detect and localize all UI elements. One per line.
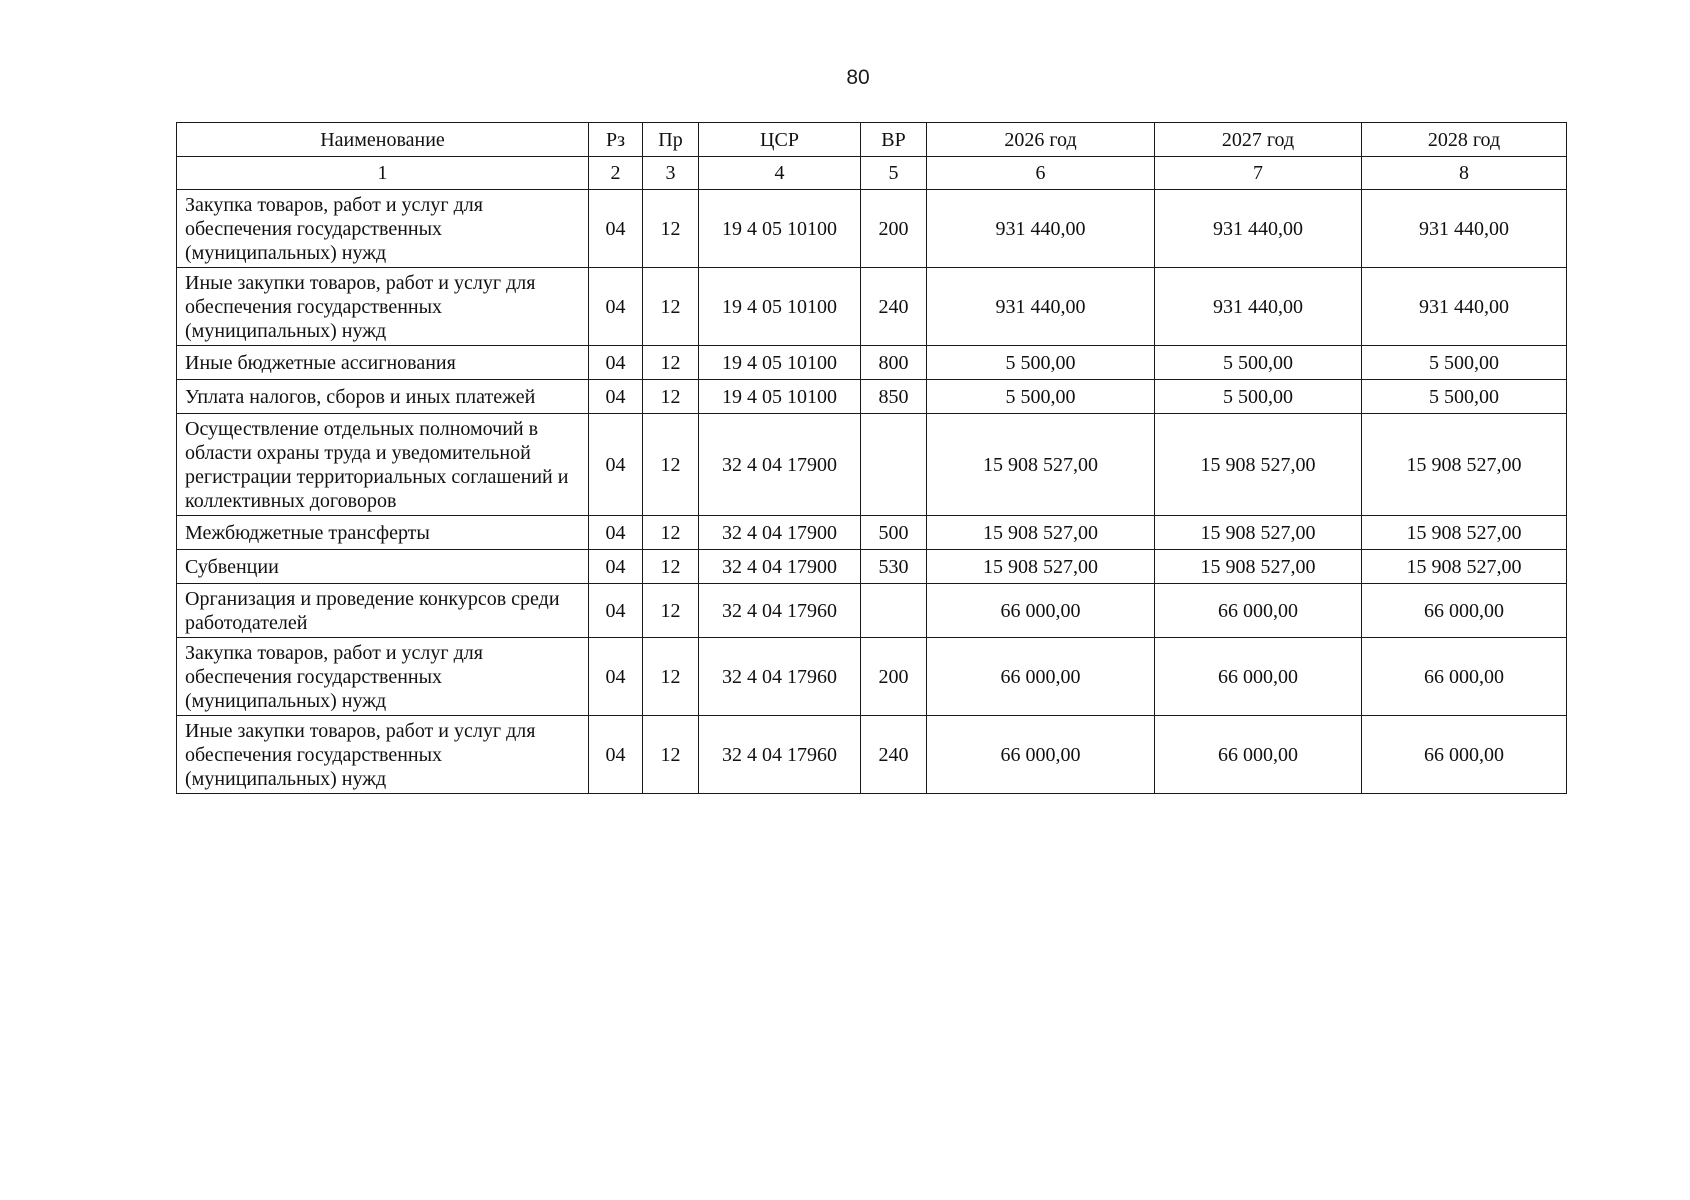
row-vr: 240 bbox=[861, 268, 927, 346]
row-2027: 931 440,00 bbox=[1155, 190, 1362, 268]
row-2026: 66 000,00 bbox=[927, 584, 1155, 638]
row-2026: 66 000,00 bbox=[927, 716, 1155, 794]
row-2027: 66 000,00 bbox=[1155, 584, 1362, 638]
row-name: Субвенции bbox=[177, 550, 589, 584]
row-2027: 5 500,00 bbox=[1155, 346, 1362, 380]
row-name: Иные закупки товаров, работ и услуг для обеспечения государственных (муниципальных) нужд bbox=[177, 268, 589, 346]
row-pr: 12 bbox=[643, 584, 699, 638]
header-row bbox=[177, 123, 1567, 157]
row-2027: 15 908 527,00 bbox=[1155, 414, 1362, 516]
row-rz: 04 bbox=[589, 414, 643, 516]
row-pr: 12 bbox=[643, 716, 699, 794]
row-name: Иные бюджетные ассигнования bbox=[177, 346, 589, 380]
row-pr: 12 bbox=[643, 190, 699, 268]
row-2026: 15 908 527,00 bbox=[927, 414, 1155, 516]
column-number: 8 bbox=[1362, 157, 1567, 190]
row-2026: 931 440,00 bbox=[927, 190, 1155, 268]
row-csr: 32 4 04 17960 bbox=[699, 716, 861, 794]
row-2027: 66 000,00 bbox=[1155, 716, 1362, 794]
row-csr: 19 4 05 10100 bbox=[699, 346, 861, 380]
row-rz: 04 bbox=[589, 516, 643, 550]
row-2027: 15 908 527,00 bbox=[1155, 550, 1362, 584]
row-name: Закупка товаров, работ и услуг для обеспечения государственных (муниципальных) нужд bbox=[177, 190, 589, 268]
row-name: Межбюджетные трансферты bbox=[177, 516, 589, 550]
column-number: 7 bbox=[1155, 157, 1362, 190]
table-row bbox=[177, 516, 1567, 550]
row-pr: 12 bbox=[643, 550, 699, 584]
table-row bbox=[177, 716, 1567, 794]
row-name: Организация и проведение конкурсов среди работодателей bbox=[177, 584, 589, 638]
row-name: Осуществление отдельных полномочий в области охраны труда и уведомительной регистрации территориальных соглашений и коллективных договоров bbox=[177, 414, 589, 516]
row-2027: 931 440,00 bbox=[1155, 268, 1362, 346]
column-number: 6 bbox=[927, 157, 1155, 190]
row-rz: 04 bbox=[589, 638, 643, 716]
row-2026: 15 908 527,00 bbox=[927, 550, 1155, 584]
header-2028: 2028 год bbox=[1362, 123, 1567, 157]
row-2028: 5 500,00 bbox=[1362, 380, 1567, 414]
table-row bbox=[177, 584, 1567, 638]
page-number: 80 bbox=[846, 66, 870, 89]
row-2028: 931 440,00 bbox=[1362, 268, 1567, 346]
row-2028: 66 000,00 bbox=[1362, 716, 1567, 794]
table-row bbox=[177, 550, 1567, 584]
column-number: 2 bbox=[589, 157, 643, 190]
row-rz: 04 bbox=[589, 346, 643, 380]
row-csr: 32 4 04 17900 bbox=[699, 516, 861, 550]
table-row bbox=[177, 380, 1567, 414]
table-row bbox=[177, 190, 1567, 268]
row-pr: 12 bbox=[643, 380, 699, 414]
row-vr: 800 bbox=[861, 346, 927, 380]
header-2027: 2027 год bbox=[1155, 123, 1362, 157]
row-2028: 66 000,00 bbox=[1362, 584, 1567, 638]
row-csr: 32 4 04 17960 bbox=[699, 638, 861, 716]
header-csr: ЦСР bbox=[699, 123, 861, 157]
row-rz: 04 bbox=[589, 380, 643, 414]
table-row bbox=[177, 414, 1567, 516]
row-2027: 66 000,00 bbox=[1155, 638, 1362, 716]
row-rz: 04 bbox=[589, 716, 643, 794]
row-name: Закупка товаров, работ и услуг для обеспечения государственных (муниципальных) нужд bbox=[177, 638, 589, 716]
table-row bbox=[177, 268, 1567, 346]
row-csr: 19 4 05 10100 bbox=[699, 380, 861, 414]
header-2026: 2026 год bbox=[927, 123, 1155, 157]
row-vr: 200 bbox=[861, 190, 927, 268]
row-pr: 12 bbox=[643, 516, 699, 550]
row-2026: 66 000,00 bbox=[927, 638, 1155, 716]
table-row bbox=[177, 346, 1567, 380]
row-csr: 32 4 04 17900 bbox=[699, 414, 861, 516]
row-vr bbox=[861, 584, 927, 638]
row-2028: 5 500,00 bbox=[1362, 346, 1567, 380]
row-2028: 66 000,00 bbox=[1362, 638, 1567, 716]
row-csr: 19 4 05 10100 bbox=[699, 190, 861, 268]
column-number: 5 bbox=[861, 157, 927, 190]
row-2026: 5 500,00 bbox=[927, 380, 1155, 414]
row-rz: 04 bbox=[589, 190, 643, 268]
row-pr: 12 bbox=[643, 638, 699, 716]
table-row bbox=[177, 638, 1567, 716]
row-name: Иные закупки товаров, работ и услуг для обеспечения государственных (муниципальных) нужд bbox=[177, 716, 589, 794]
header-vr: ВР bbox=[861, 123, 927, 157]
row-2026: 15 908 527,00 bbox=[927, 516, 1155, 550]
row-2027: 5 500,00 bbox=[1155, 380, 1362, 414]
row-2028: 931 440,00 bbox=[1362, 190, 1567, 268]
row-vr: 240 bbox=[861, 716, 927, 794]
row-2026: 5 500,00 bbox=[927, 346, 1155, 380]
column-number: 1 bbox=[177, 157, 589, 190]
row-2026: 931 440,00 bbox=[927, 268, 1155, 346]
row-csr: 32 4 04 17960 bbox=[699, 584, 861, 638]
row-name: Уплата налогов, сборов и иных платежей bbox=[177, 380, 589, 414]
row-2027: 15 908 527,00 bbox=[1155, 516, 1362, 550]
row-vr: 200 bbox=[861, 638, 927, 716]
row-2028: 15 908 527,00 bbox=[1362, 550, 1567, 584]
row-csr: 19 4 05 10100 bbox=[699, 268, 861, 346]
header-pr: Пр bbox=[643, 123, 699, 157]
header-rz: Рз bbox=[589, 123, 643, 157]
header-name: Наименование bbox=[177, 123, 589, 157]
row-vr: 530 bbox=[861, 550, 927, 584]
row-rz: 04 bbox=[589, 550, 643, 584]
column-number: 3 bbox=[643, 157, 699, 190]
row-vr: 850 bbox=[861, 380, 927, 414]
row-pr: 12 bbox=[643, 414, 699, 516]
row-rz: 04 bbox=[589, 268, 643, 346]
row-csr: 32 4 04 17900 bbox=[699, 550, 861, 584]
column-numbering-row bbox=[177, 157, 1567, 190]
row-rz: 04 bbox=[589, 584, 643, 638]
column-number: 4 bbox=[699, 157, 861, 190]
row-vr bbox=[861, 414, 927, 516]
row-2028: 15 908 527,00 bbox=[1362, 516, 1567, 550]
row-pr: 12 bbox=[643, 268, 699, 346]
budget-table bbox=[176, 122, 1567, 794]
row-pr: 12 bbox=[643, 346, 699, 380]
row-vr: 500 bbox=[861, 516, 927, 550]
row-2028: 15 908 527,00 bbox=[1362, 414, 1567, 516]
